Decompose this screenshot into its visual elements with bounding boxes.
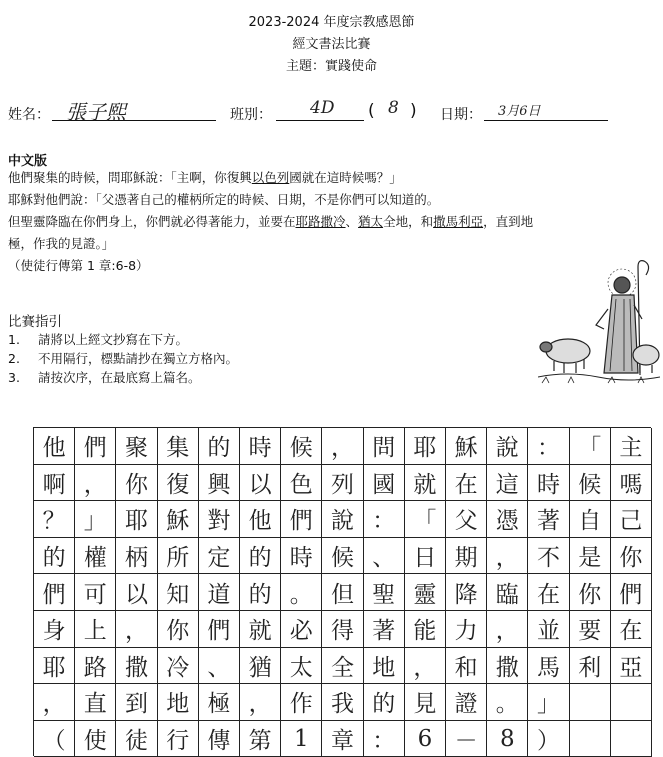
grid-cell: 並: [528, 611, 569, 648]
verse-text: 、: [345, 214, 359, 229]
grid-cell: 臨: [487, 574, 528, 611]
grid-cell: 到: [116, 684, 157, 721]
grid-cell: 亞: [611, 648, 652, 685]
chinese-version-title: 中文版: [8, 154, 48, 169]
grid-cell: 極: [199, 684, 240, 721]
grid-cell: 色: [281, 465, 322, 502]
verse-text: ，直到地: [483, 214, 534, 229]
grid-cell: 耶: [116, 501, 157, 538]
grid-cell: 的: [240, 574, 281, 611]
verse-line-1: [8, 167, 402, 189]
student-info-row: [8, 100, 658, 126]
grid-cell: ，: [240, 684, 281, 721]
grid-cell: 以: [240, 465, 281, 502]
grid-cell: 在: [528, 574, 569, 611]
grid-cell: ，: [487, 611, 528, 648]
grid-cell: ，: [322, 428, 363, 465]
grid-cell: 。: [487, 684, 528, 721]
grid-cell: 就: [240, 611, 281, 648]
verse-line-4: 極，作我的見證。」: [8, 236, 115, 251]
instruction-number: 1.: [8, 332, 20, 347]
grid-cell: 們: [611, 574, 652, 611]
grid-cell: （: [34, 721, 75, 757]
grid-cell: [611, 684, 652, 721]
grid-cell: 、: [199, 648, 240, 685]
header-line-3: 主題：實踐使命: [285, 59, 377, 74]
class-underline: [276, 120, 364, 121]
grid-cell: ，: [405, 648, 446, 685]
grid-cell: ，: [75, 465, 116, 502]
class-value: 4D: [310, 98, 335, 118]
grid-cell: 時: [240, 428, 281, 465]
grid-cell: 不: [528, 538, 569, 575]
grid-cell: 冷: [158, 648, 199, 685]
grid-cell: 地: [158, 684, 199, 721]
grid-cell: 的: [199, 428, 240, 465]
grid-cell: 他: [240, 501, 281, 538]
grid-cell: 1: [281, 721, 322, 757]
header-line-2: 經文書法比賽: [292, 37, 371, 52]
grid-cell: 候: [570, 465, 611, 502]
grid-cell: 。: [281, 574, 322, 611]
name-value: 張子熙: [66, 100, 126, 124]
place-name: 耶路撒冷: [295, 214, 346, 229]
grid-cell: 們: [34, 574, 75, 611]
grid-cell: 穌: [158, 501, 199, 538]
grid-cell: 」: [528, 684, 569, 721]
grid-cell: 必: [281, 611, 322, 648]
grid-cell: [570, 721, 611, 757]
grid-cell: 、: [364, 538, 405, 575]
grid-cell: 道: [199, 574, 240, 611]
instructions-title: 比賽指引: [8, 314, 62, 330]
grid-cell: ？: [34, 501, 75, 538]
grid-cell: 見: [405, 684, 446, 721]
grid-cell: 日: [405, 538, 446, 575]
place-name: 猶太: [358, 214, 384, 229]
grid-cell: 興: [199, 465, 240, 502]
grid-cell: 得: [322, 611, 363, 648]
grid-cell: 主: [611, 428, 652, 465]
grid-cell: 撒: [487, 648, 528, 685]
grid-cell: 力: [446, 611, 487, 648]
grid-cell: 你: [570, 574, 611, 611]
grid-cell: 們: [75, 428, 116, 465]
grid-cell: 使: [75, 721, 116, 757]
place-name: 以色列: [251, 170, 290, 185]
header-line-1: 2023-2024 年度宗教感恩節: [248, 15, 415, 30]
grid-cell: 在: [611, 611, 652, 648]
verse-line-3: [8, 211, 533, 233]
grid-cell: 就: [405, 465, 446, 502]
verse-reference: （使徒行傳第 1 章:6-8）: [8, 258, 149, 273]
grid-cell: [611, 721, 652, 757]
verse-text: 但聖靈降臨在你們身上，你們就必得著能力，並要在: [8, 214, 296, 229]
grid-cell: 」: [75, 501, 116, 538]
grid-cell: 父: [446, 501, 487, 538]
instruction-number: 3.: [8, 370, 20, 385]
date-underline: [484, 120, 608, 121]
grid-cell: 上: [75, 611, 116, 648]
grid-cell: 說: [322, 501, 363, 538]
grid-cell: 說: [487, 428, 528, 465]
grid-cell: 可: [75, 574, 116, 611]
grid-cell: 行: [158, 721, 199, 757]
grid-cell: ：: [364, 721, 405, 757]
grid-cell: 聚: [116, 428, 157, 465]
grid-cell: 嗎: [611, 465, 652, 502]
grid-cell: 降: [446, 574, 487, 611]
grid-cell: [570, 684, 611, 721]
shepherd-illustration: [538, 255, 660, 387]
grid-cell: 你: [611, 538, 652, 575]
grid-cell: 期: [446, 538, 487, 575]
grid-cell: 聖: [364, 574, 405, 611]
instruction-text: 請按次序，在最底寫上篇名。: [38, 370, 201, 385]
grid-cell: 啊: [34, 465, 75, 502]
instruction-text: 不用隔行，標點請抄在獨立方格內。: [38, 351, 239, 366]
grid-cell: 但: [322, 574, 363, 611]
grid-cell: 作: [281, 684, 322, 721]
grid-cell: 們: [281, 501, 322, 538]
grid-cell: 己: [611, 501, 652, 538]
grid-cell: 定: [199, 538, 240, 575]
grid-cell: 是: [570, 538, 611, 575]
verse-text: 國就在這時候嗎？」: [289, 170, 402, 185]
grid-cell: 對: [199, 501, 240, 538]
grid-cell: 知: [158, 574, 199, 611]
verse-text: 他們聚集的時候，問耶穌說：「主啊，你復興: [8, 170, 252, 185]
instruction-number: 2.: [8, 351, 20, 366]
grid-cell: 第: [240, 721, 281, 757]
grid-cell: ，: [34, 684, 75, 721]
grid-cell: 馬: [528, 648, 569, 685]
grid-cell: 穌: [446, 428, 487, 465]
grid-cell: 你: [116, 465, 157, 502]
grid-cell: 8: [487, 721, 528, 757]
date-label: 日期：: [440, 107, 482, 123]
grid-cell: 的: [240, 538, 281, 575]
name-label: 姓名：: [8, 107, 50, 123]
grid-cell: 問: [364, 428, 405, 465]
grid-cell: ）: [528, 721, 569, 757]
handwriting-grid: [33, 427, 651, 756]
grid-cell: 證: [446, 684, 487, 721]
grid-cell: 所: [158, 538, 199, 575]
grid-cell: 著: [528, 501, 569, 538]
grid-cell: 靈: [405, 574, 446, 611]
grid-cell: 全: [322, 648, 363, 685]
grid-cell: 利: [570, 648, 611, 685]
grid-cell: 著: [364, 611, 405, 648]
grid-cell: 時: [528, 465, 569, 502]
number-open: (: [368, 101, 375, 121]
grid-cell: 「: [570, 428, 611, 465]
grid-cell: 撒: [116, 648, 157, 685]
grid-cell: 柄: [116, 538, 157, 575]
instruction-item: [8, 368, 201, 387]
grid-cell: 的: [34, 538, 75, 575]
grid-cell: 列: [322, 465, 363, 502]
instruction-text: 請將以上經文抄寫在下方。: [38, 332, 189, 347]
grid-cell: 自: [570, 501, 611, 538]
grid-cell: 憑: [487, 501, 528, 538]
grid-cell: ：: [528, 428, 569, 465]
grid-cell: 章: [322, 721, 363, 757]
grid-cell: ，: [487, 538, 528, 575]
grid-cell: 候: [322, 538, 363, 575]
grid-cell: 「: [405, 501, 446, 538]
grid-cell: 國: [364, 465, 405, 502]
number-value: 8: [388, 98, 399, 118]
grid-cell: 他: [34, 428, 75, 465]
grid-cell: 以: [116, 574, 157, 611]
grid-cell: 的: [364, 684, 405, 721]
grid-cell: 時: [281, 538, 322, 575]
grid-cell: ：: [364, 501, 405, 538]
grid-cell: 直: [75, 684, 116, 721]
grid-cell: 6: [405, 721, 446, 757]
grid-cell: 能: [405, 611, 446, 648]
grid-cell: 要: [570, 611, 611, 648]
grid-cell: 這: [487, 465, 528, 502]
grid-cell: 和: [446, 648, 487, 685]
verse-line-2: 耶穌對他們說：「父憑著自己的權柄所定的時候、日期，不是你們可以知道的。: [8, 192, 440, 207]
class-label: 班別：: [230, 107, 272, 123]
place-name: 撒馬利亞: [433, 214, 484, 229]
date-value: 3月6日: [498, 104, 541, 119]
grid-cell: 權: [75, 538, 116, 575]
grid-cell: 地: [364, 648, 405, 685]
grid-cell: 集: [158, 428, 199, 465]
grid-cell: 路: [75, 648, 116, 685]
grid-cell: 傳: [199, 721, 240, 757]
grid-cell: 身: [34, 611, 75, 648]
grid-cell: ，: [116, 611, 157, 648]
grid-cell: 猶: [240, 648, 281, 685]
grid-cell: 我: [322, 684, 363, 721]
instruction-item: [8, 330, 188, 349]
number-close: ): [410, 101, 417, 121]
grid-cell: 復: [158, 465, 199, 502]
grid-cell: 太: [281, 648, 322, 685]
grid-cell: 們: [199, 611, 240, 648]
grid-cell: 在: [446, 465, 487, 502]
grid-cell: －: [446, 721, 487, 757]
grid-cell: 耶: [34, 648, 75, 685]
grid-cell: 候: [281, 428, 322, 465]
grid-cell: 徒: [116, 721, 157, 757]
grid-cell: 耶: [405, 428, 446, 465]
instruction-item: [8, 349, 238, 368]
verse-text: 全地，和: [383, 214, 434, 229]
grid-cell: 你: [158, 611, 199, 648]
